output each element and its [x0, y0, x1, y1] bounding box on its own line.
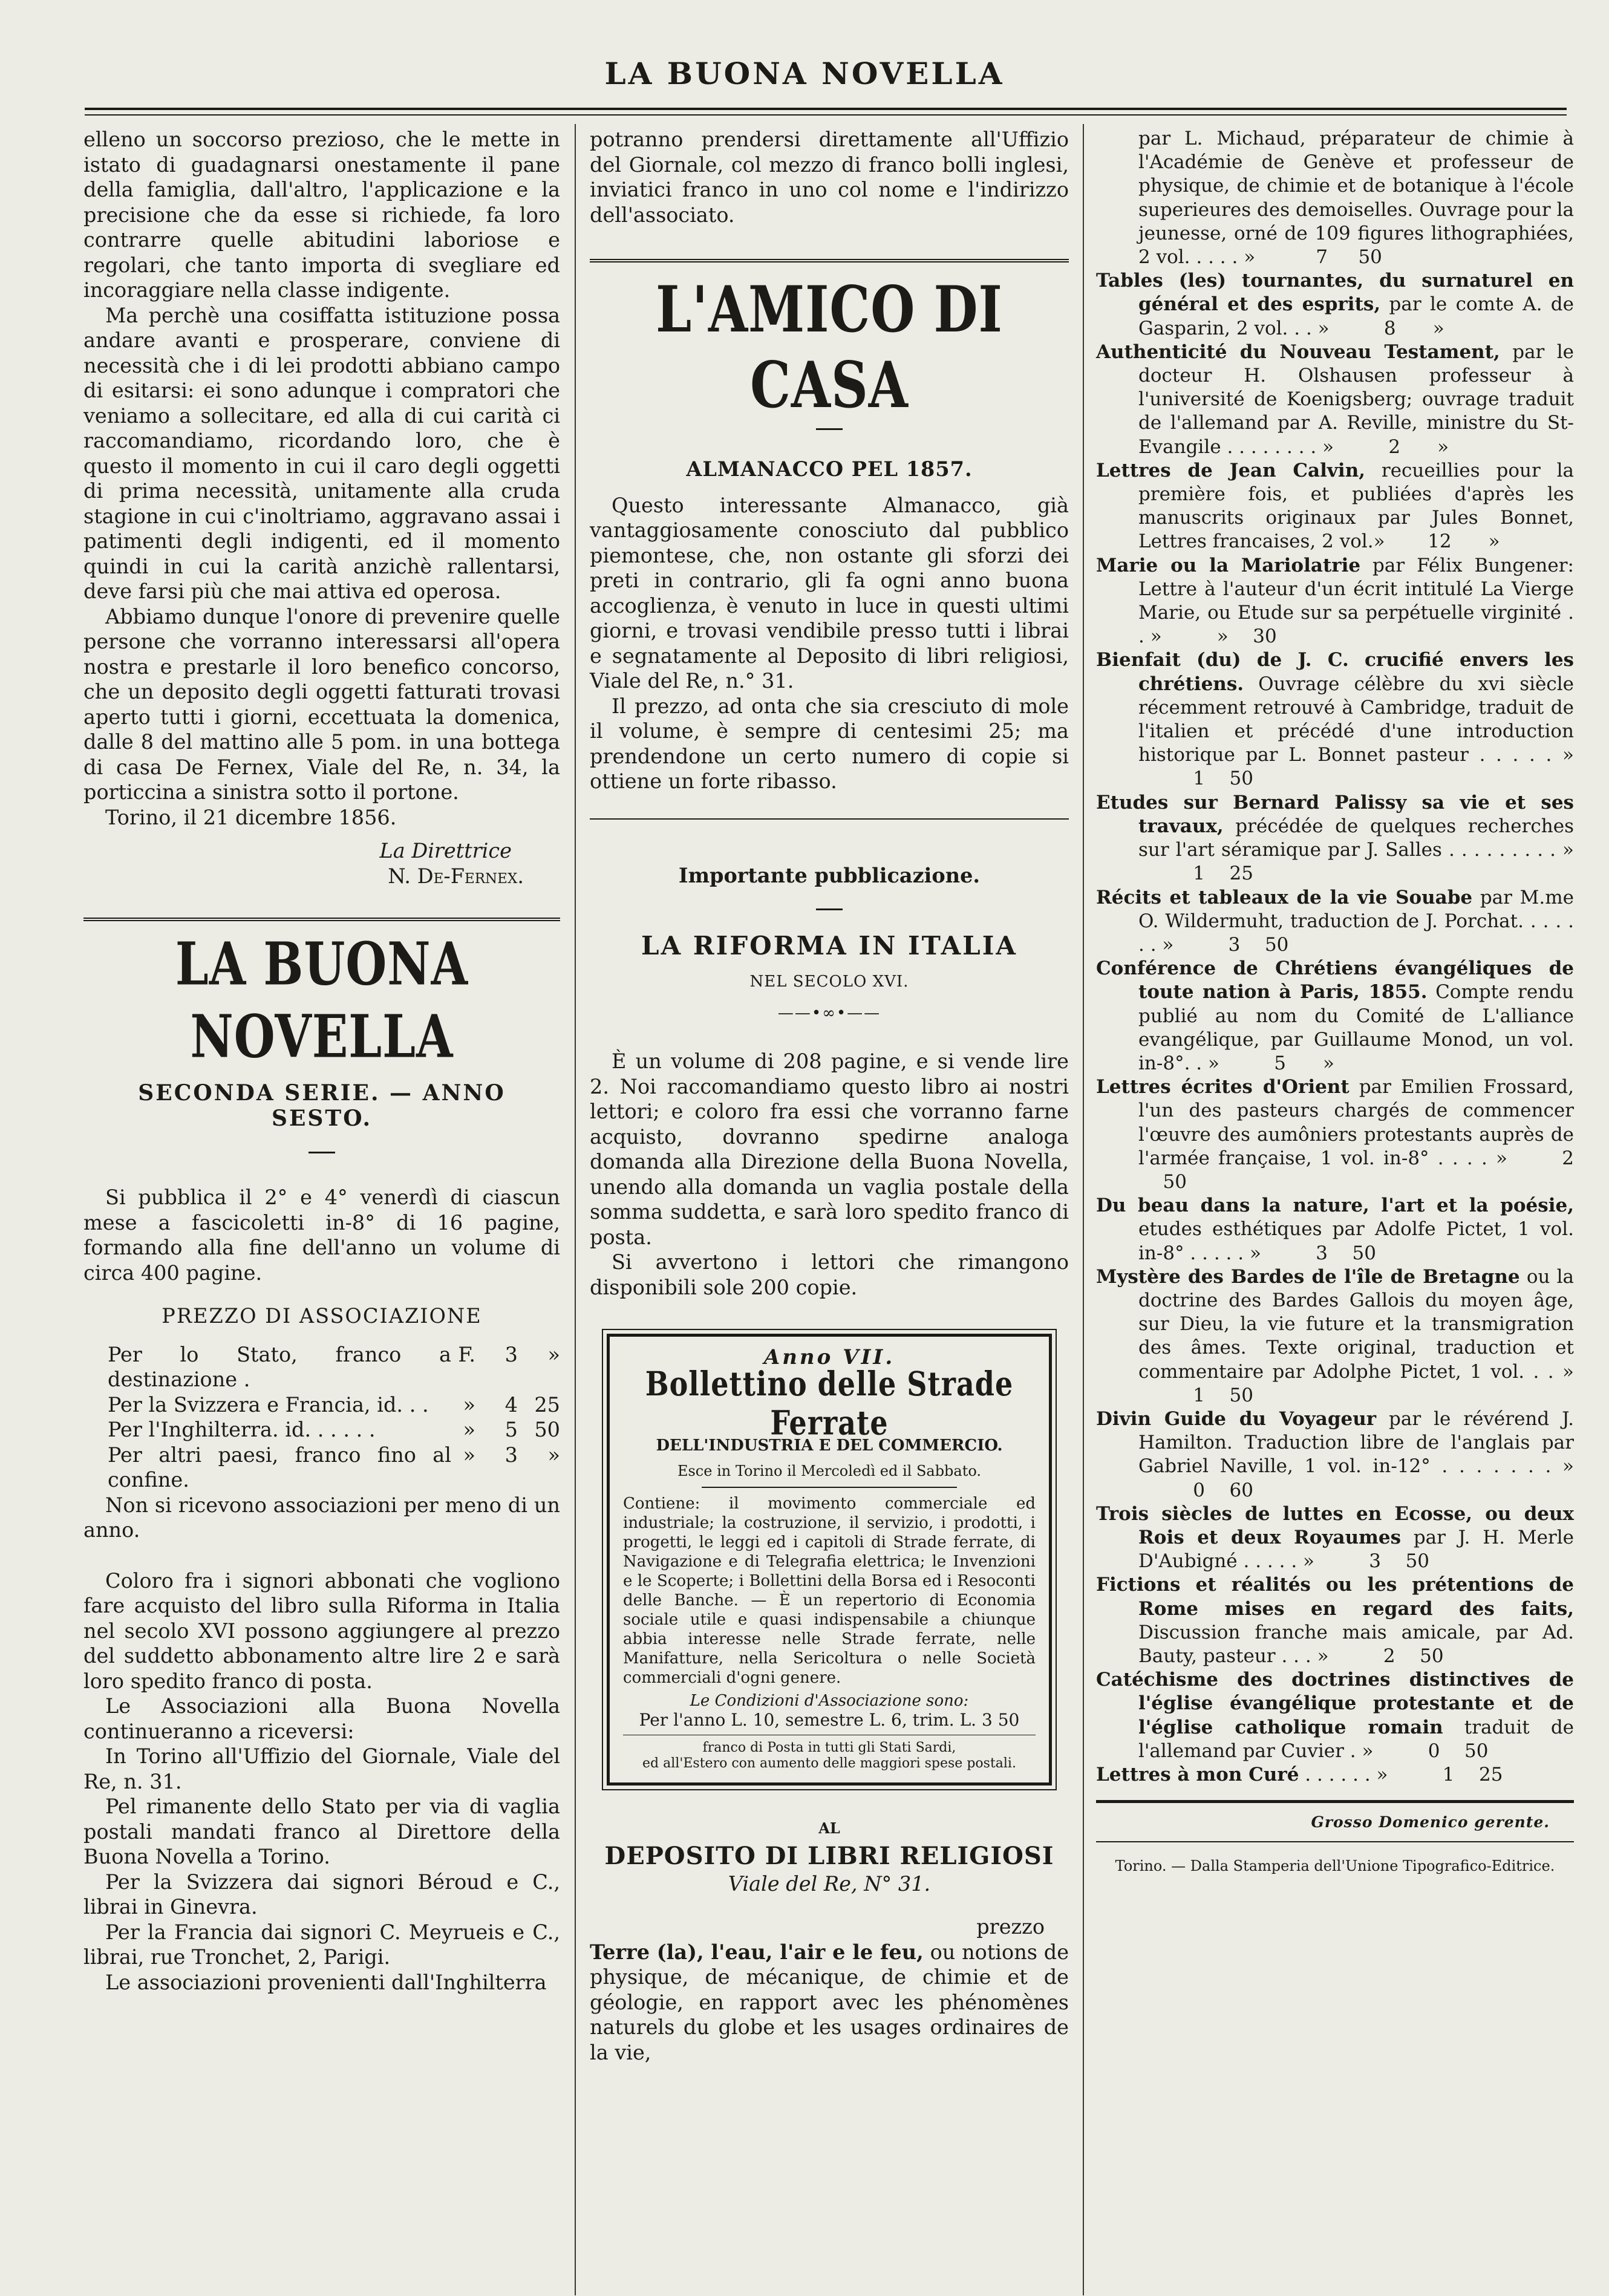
book-price-lire: 3 — [1228, 933, 1241, 956]
col1-paragraph: Abbiamo dunque l'onore di prevenire quelle persone che vorranno interessarsi all'opera nostra e prestarle il loro benefico concorso, che un deposito degli oggetti fatturati trovasi aperto tutti i giorni, eccettuata la domenica, dalle 8 del mattino alle 5 pom. in una bottega di casa De Fernex, Viale del Re, n. 34, la porticcina a sinistra sotto il portone. — [83, 604, 560, 804]
book-price-cent: 50 — [1229, 1384, 1253, 1406]
price-row — [108, 1392, 560, 1418]
book-title: Mystère des Bardes de l'île de Bretagne — [1096, 1265, 1520, 1288]
important-heading: Importante pubblicazione. — [678, 863, 981, 887]
price-lire: 4 — [504, 1392, 518, 1417]
book-price-cent: 25 — [1479, 1764, 1503, 1786]
book-entry — [1096, 269, 1574, 341]
header-rule-thin — [85, 114, 1567, 116]
signature-role: La Direttrice — [379, 839, 512, 863]
book-price-lire: 0 — [1428, 1740, 1440, 1762]
book-list — [1096, 269, 1574, 1787]
book-entry — [1096, 1194, 1574, 1265]
book-entry — [1096, 1075, 1574, 1194]
gerente-line: Grosso Domenico gerente. — [1311, 1813, 1550, 1831]
price-label: Per l'Inghilterra. id. . . . . . — [108, 1418, 376, 1441]
box-contents: Contiene: il movimento commerciale ed industriale; la costruzione, il servizio, i prodotti, i progetti, le leggi ed i capitoli di Strade ferrate, di Navigazione e di Telegrafia elettrica; le Invenzioni e le Scoperte; i Bollettini della Borsa ed i Resoconti delle Banche. — È un repertorio di Economia sociale utile e quasi indispensabile a chiunque abbia interesse nelle Strade ferrate, nelle Manifatture, nella Sericoltura o nelle Società commerciali d'ogni genere. — [623, 1495, 1036, 1687]
price-column-label: prezzo — [976, 1915, 1045, 1939]
price-label: Per altri paesi, franco fino al confine. — [108, 1443, 451, 1492]
book-price-cent: 25 — [1229, 863, 1253, 885]
book-title: Divin Guide du Voyageur — [1096, 1407, 1377, 1430]
price-currency: » — [463, 1443, 475, 1467]
col1-paragraph: Le Associazioni alla Buona Novella continueranno a riceversi: — [83, 1694, 560, 1743]
book-title: Etudes sur Bernard Palissy sa vie et ses travaux, — [1096, 791, 1574, 837]
book-entry — [1096, 341, 1574, 459]
col2-paragraph: Si avvertono i lettori che rimangono disponibili sole 200 copie. — [590, 1250, 1069, 1299]
box-rates: Per l'anno L. 10, semestre L. 6, trim. L. 3 50 — [639, 1710, 1020, 1730]
column-1 — [83, 127, 560, 1995]
column-divider-left — [575, 124, 576, 2295]
section-divider — [590, 259, 1069, 263]
book-price-lire: 12 — [1428, 530, 1452, 553]
price-table — [83, 1342, 560, 1493]
book-description: par L. Michaud, préparateur de chimie à l'Académie de Genève et professeur de physique, de chimie et de botanique à l'école superieures des demoiselles. Ouvrage pour la jeunesse, orné de 109 figures lithographiées, 2 vol. . . . . — [1138, 128, 1574, 269]
book-description: etudes esthétiques par Adolfe Pictet, 1 vol. in-8° . . . . . » — [1138, 1218, 1574, 1264]
book-description: traduit de l'allemand par Cuvier . » — [1138, 1716, 1575, 1762]
series-line: SECONDA SERIE. — ANNO SESTO. — [138, 1080, 506, 1131]
subscription-note: Non si ricevono associazioni per meno di un anno. — [83, 1493, 560, 1542]
book-title: Trois siècles de luttes en Ecosse, ou deux Rois et deux Royaumes — [1096, 1502, 1574, 1548]
book-description: Compte rendu publié au nom du Comité de L'alliance evangélique, par Guillaume Monod, un vol. in-8°. . » — [1138, 981, 1574, 1074]
book-title: Bienfait (du) de J. C. crucifié envers les chrétiens. — [1096, 649, 1574, 695]
amico-title: L'AMICO DI CASA — [656, 272, 1003, 422]
book-entry — [1096, 1763, 1574, 1787]
advertisement-box — [607, 1334, 1052, 1786]
price-currency: » — [463, 1392, 475, 1417]
short-rule — [816, 908, 843, 910]
col1-paragraph: elleno un soccorso prezioso, che le mette in istato di guadagnarsi onestamente il pane della famiglia, dall'altro, l'applicazione e la precisione che da esse si richiede, fa loro contrarre quelle abitudini laboriose e regolari, che tanto importa di svegliare ed incoraggiare nella classe indigente. — [83, 128, 560, 302]
footer-rule-thin — [1096, 1841, 1574, 1842]
book-price-lire: 8 — [1383, 317, 1396, 339]
deposito-title: DEPOSITO DI LIBRI RELIGIOSI — [604, 1841, 1054, 1870]
col2-paragraph: È un volume di 208 pagine, e si vende lire 2. Noi raccomandiamo questo libro ai nostri lettori; e coloro fra essi che vorranno farne acquisto, dovranno spedirne analoga domanda alla Direzione della Buona Novella, unendo alla domanda un vaglia postale della somma suddetta, e sarà loro spedito franco di posta. — [590, 1049, 1069, 1249]
short-rule — [816, 428, 843, 430]
col1-paragraph: In Torino all'Uffizio del Giornale, Viale del Re, n. 31. — [83, 1744, 560, 1793]
book-price-lire: 1 — [1193, 1384, 1205, 1406]
book-price-cent: 50 — [1420, 1645, 1444, 1667]
price-lire: 5 — [504, 1418, 518, 1441]
price-heading: PREZZO DI ASSOCIAZIONE — [162, 1304, 482, 1328]
book-price-cent: 50 — [1264, 933, 1289, 956]
book-price-cent: » — [1432, 317, 1444, 339]
price-label: Per lo Stato, franco a destinazione . — [108, 1342, 451, 1391]
price-currency: F. — [458, 1342, 475, 1366]
book-title: Lettres à mon Curé — [1096, 1764, 1299, 1786]
book-title: Récits et tableaux de la vie Souabe — [1096, 886, 1473, 908]
column-divider-right — [1083, 124, 1084, 2295]
book-title: Du beau dans la nature, l'art et la poésie, — [1096, 1195, 1574, 1217]
price-lire: 3 — [504, 1443, 518, 1467]
column-3 — [1096, 127, 1574, 1879]
box-conditions: Le Condizioni d'Associazione sono: — [690, 1692, 969, 1710]
book-description: par Emilien Frossard, l'un des pasteurs chargés de commencer l'œuvre des aumôniers protestants auprès de l'armée française, 1 vol. in-8° . . . . » — [1138, 1076, 1574, 1169]
book-title: Tables (les) tournantes, du surnaturel en général et des esprits, — [1096, 270, 1574, 316]
book-price-lire: 1 — [1193, 863, 1205, 885]
book-description: ou notions de physique, de mécanique, de chimie et de géologie, en rapport avec les phénomènes naturels du globe et les usages ordinaires de la vie, — [590, 1940, 1069, 2064]
book-description: par le révérend J. Hamilton. Traduction libre de l'anglais par Gabriel Naville, 1 vol. in-12° . . . . . . . » — [1138, 1407, 1575, 1478]
box-postage: franco di Posta in tutti gli Stati Sardi, — [702, 1740, 956, 1755]
ornament-rule: ——•∞•—— — [777, 1003, 881, 1022]
book-title: Lettres écrites d'Orient — [1096, 1076, 1350, 1098]
book-title: Conférence de Chrétiens évangéliques de toute nation à Paris, 1855. — [1096, 957, 1574, 1003]
box-postage: ed all'Estero con aumento delle maggiori spese postali. — [642, 1756, 1016, 1771]
price-lire: 3 — [504, 1342, 518, 1366]
book-price-lire: 3 — [1316, 1242, 1328, 1264]
book-price-cent: 50 — [1405, 1550, 1430, 1573]
book-title: Terre (la), l'eau, l'air e le feu, — [590, 1940, 924, 1964]
dateline: Torino, il 21 dicembre 1856. — [105, 805, 397, 829]
book-title: Marie ou la Mariolatrie — [1096, 554, 1361, 576]
col2-paragraph: Il prezzo, ad onta che sia cresciuto di mole il volume, è sempre di centesimi 25; ma prendendone un certo numero di copie si ottiene un forte ribasso. — [590, 694, 1069, 793]
deposito-address: Viale del Re, N° 31. — [728, 1871, 931, 1896]
book-price-mark: » — [1244, 246, 1256, 269]
short-rule — [308, 1152, 335, 1153]
book-title: Fictions et réalités ou les prétentions de Rome mises en regard des faits, — [1096, 1574, 1574, 1620]
book-price-cent: » — [1488, 530, 1500, 553]
box-anno: Anno VII. — [763, 1345, 895, 1369]
book-price-lire: 1 — [1193, 768, 1205, 790]
riforma-subtitle: NEL SECOLO XVI. — [749, 973, 909, 991]
header-rule — [85, 108, 1567, 110]
price-cent: 25 — [534, 1392, 560, 1417]
col1-paragraph: Coloro fra i signori abbonati che vogliono fare acquisto del libro sulla Riforma in Italia nel secolo XVI possono aggiungere al prezzo del suddetto abbonamento altre lire 2 e sarà loro spedito franco di posta. — [83, 1568, 560, 1693]
book-description: par le docteur H. Olshausen professeur à l'université de Koenigsberg; ouvrage traduit de l'allemand par A. Reville, ministre du St-Evangile . . . . . . . . » — [1138, 341, 1574, 458]
almanac-heading: ALMANACCO PEL 1857. — [686, 457, 973, 481]
section-divider — [590, 818, 1069, 820]
publication-info: Si pubblica il 2° e 4° venerdì di ciascun mese a fascicoletti in-8° di 16 pagine, formando alla fine dell'anno un volume di circa 400 pagine. — [83, 1186, 560, 1285]
price-cent: 50 — [534, 1418, 560, 1441]
book-entry — [1096, 554, 1574, 649]
book-description: Discussion franche mais amicale, par Ad. Bauty, pasteur . . . » — [1138, 1621, 1574, 1667]
book-entry — [1096, 1407, 1574, 1502]
book-entry — [1096, 459, 1574, 554]
col2-paragraph: Questo interessante Almanacco, già vantaggiosamente conosciuto dal pubblico piemontese, che, non ostante gli sforzi dei preti in contrario, gli fa ogni anno buona accoglienza, è venuto in luce in questi ultimi giorni, e trovasi vendibile presso tutti i librai e segnatamente al Deposito di libri religiosi, Viale del Re, n.° 31. — [590, 493, 1069, 693]
book-entry — [1096, 1573, 1574, 1668]
book-title: Lettres de Jean Calvin, — [1096, 459, 1366, 481]
col2-paragraph: potranno prendersi direttamente all'Uffizio del Giornale, col mezzo di franco bolli inglesi, inviatici franco in uno col nome e l'indirizzo dell'associato. — [590, 128, 1069, 227]
book-description: par Félix Bungener: Lettre à l'auteur d'un écrit intitulé La Vierge Marie, ou Etude sur sa perpétuelle virginité . . » — [1138, 554, 1574, 648]
book-price-cent: 50 — [1229, 768, 1253, 790]
book-entry — [1096, 1668, 1574, 1763]
book-description: par le comte A. de Gasparin, 2 vol. . . » — [1138, 293, 1574, 339]
book-price-cent: 50 — [1358, 246, 1382, 269]
book-entry-continued — [1096, 127, 1574, 269]
book-price-lire: 7 — [1316, 246, 1328, 269]
book-price-cent: 50 — [1464, 1740, 1489, 1762]
book-description: recueillies pour la première fois, et publiées d'après les manuscrits originaux par Jules Bonnet, Lettres francaises, 2 vol.» — [1138, 459, 1574, 553]
book-description: ou la doctrine des Bardes Gallois du moyen âge, sur Dieu, la vie future et la transmigration des âmes. Texte original, traduction et commentaire par Adolphe Pictet, 1 vol. . . » — [1138, 1265, 1574, 1383]
book-price-lire: 2 — [1562, 1147, 1574, 1169]
book-price-lire: 2 — [1388, 435, 1401, 458]
masthead-title: LA BUONA NOVELLA — [175, 930, 469, 1072]
al-label: AL — [818, 1819, 840, 1837]
price-label: Per la Svizzera e Francia, id. . . — [108, 1392, 429, 1417]
book-entry — [1096, 886, 1574, 957]
book-price-cent: 60 — [1229, 1479, 1253, 1501]
book-title: Authenticité du Nouveau Testament, — [1096, 341, 1500, 363]
col1-paragraph: Per la Francia dai signori C. Meyrueis e C., librai, rue Tronchet, 2, Parigi. — [83, 1920, 560, 1969]
box-subtitle: DELL'INDUSTRIA E DEL COMMERCIO. — [656, 1437, 1003, 1455]
section-divider — [83, 918, 560, 921]
book-entry — [1096, 791, 1574, 886]
book-entry — [1096, 648, 1574, 791]
book-price-cent: 50 — [1352, 1242, 1376, 1264]
col1-paragraph: Le associazioni provenienti dall'Inghilterra — [105, 1970, 547, 1994]
book-price-cent: 50 — [1163, 1170, 1187, 1193]
book-price-lire: » — [1216, 625, 1229, 648]
book-price-lire: 3 — [1369, 1550, 1382, 1573]
book-price-lire: 5 — [1274, 1052, 1286, 1074]
book-entry — [1096, 1265, 1574, 1407]
book-entry — [1096, 1502, 1574, 1574]
book-price-lire: 0 — [1193, 1479, 1205, 1501]
footer-rule — [1096, 1800, 1574, 1803]
signature-name: N. De-Fernex. — [388, 864, 524, 888]
price-row — [108, 1417, 560, 1443]
price-cent: » — [547, 1443, 560, 1467]
box-rule — [702, 1487, 957, 1488]
book-price-cent: 30 — [1253, 625, 1277, 648]
book-description: . . . . . . » — [1305, 1764, 1388, 1786]
col1-paragraph: Per la Svizzera dai signori Béroud e C., librai in Ginevra. — [83, 1870, 560, 1919]
col1-paragraph: Ma perchè una cosiffatta istituzione possa andare avanti e prosperare, conviene di necessità che i di lei prodotti abbiano campo di esitarsi: ei sono adunque i compratori che veniamo a sollecitare, ed alla di cui carità ci raccomandiamo, ricordando loro, che è questo il momento in cui il caro degli oggetti di prima necessità, unitamente alla cruda stagione in cui c'inoltriamo, aggravano assai i patimenti degli indigenti, ed il momento quindi in cui la carità anzichè rallentarsi, deve farsi più che mai attiva ed operosa. — [83, 303, 560, 603]
book-price-cent: » — [1323, 1052, 1334, 1074]
book-entry — [590, 1940, 1069, 2066]
book-price-cent: » — [1437, 435, 1449, 458]
book-description: par J. H. Merle D'Aubigné . . . . . » — [1138, 1526, 1574, 1573]
book-title: Catéchisme des doctrines distinctives de l'église évangélique protestante et de l'église catholique romain — [1096, 1669, 1574, 1738]
running-head: LA BUONA NOVELLA — [604, 56, 1005, 91]
book-description: par M.me O. Wildermuht, traduction de J. Porchat. . . . . . . » — [1138, 886, 1574, 956]
price-currency: » — [463, 1418, 475, 1441]
book-price-lire: 1 — [1442, 1764, 1455, 1786]
book-description: précédée de quelques recherches sur l'art séramique par J. Salles . . . . . . . . . » — [1138, 815, 1574, 861]
riforma-title: LA RIFORMA IN ITALIA — [641, 931, 1017, 960]
price-row — [108, 1342, 560, 1392]
book-description: Ouvrage célèbre du xvi siècle récemment retrouvé à Cambridge, traduit de l'italien et précédé d'une introduction historique par L. Bonnet pasteur . . . . . » — [1138, 673, 1574, 766]
box-title: Bollettino delle Strade Ferrate — [645, 1364, 1014, 1443]
price-cent: » — [547, 1342, 560, 1366]
book-entry — [1096, 957, 1574, 1075]
book-price-lire: 2 — [1383, 1645, 1395, 1667]
column-2 — [590, 127, 1069, 2065]
printer-line: Torino. — Dalla Stamperia dell'Unione Tipografico-Editrice. — [1115, 1857, 1555, 1875]
box-issue-line: Esce in Torino il Mercoledì ed il Sabbato. — [677, 1463, 982, 1479]
col1-paragraph: Pel rimanente dello Stato per via di vaglia postali mandati franco al Direttore della Buona Novella a Torino. — [83, 1795, 560, 1868]
price-row — [108, 1443, 560, 1493]
